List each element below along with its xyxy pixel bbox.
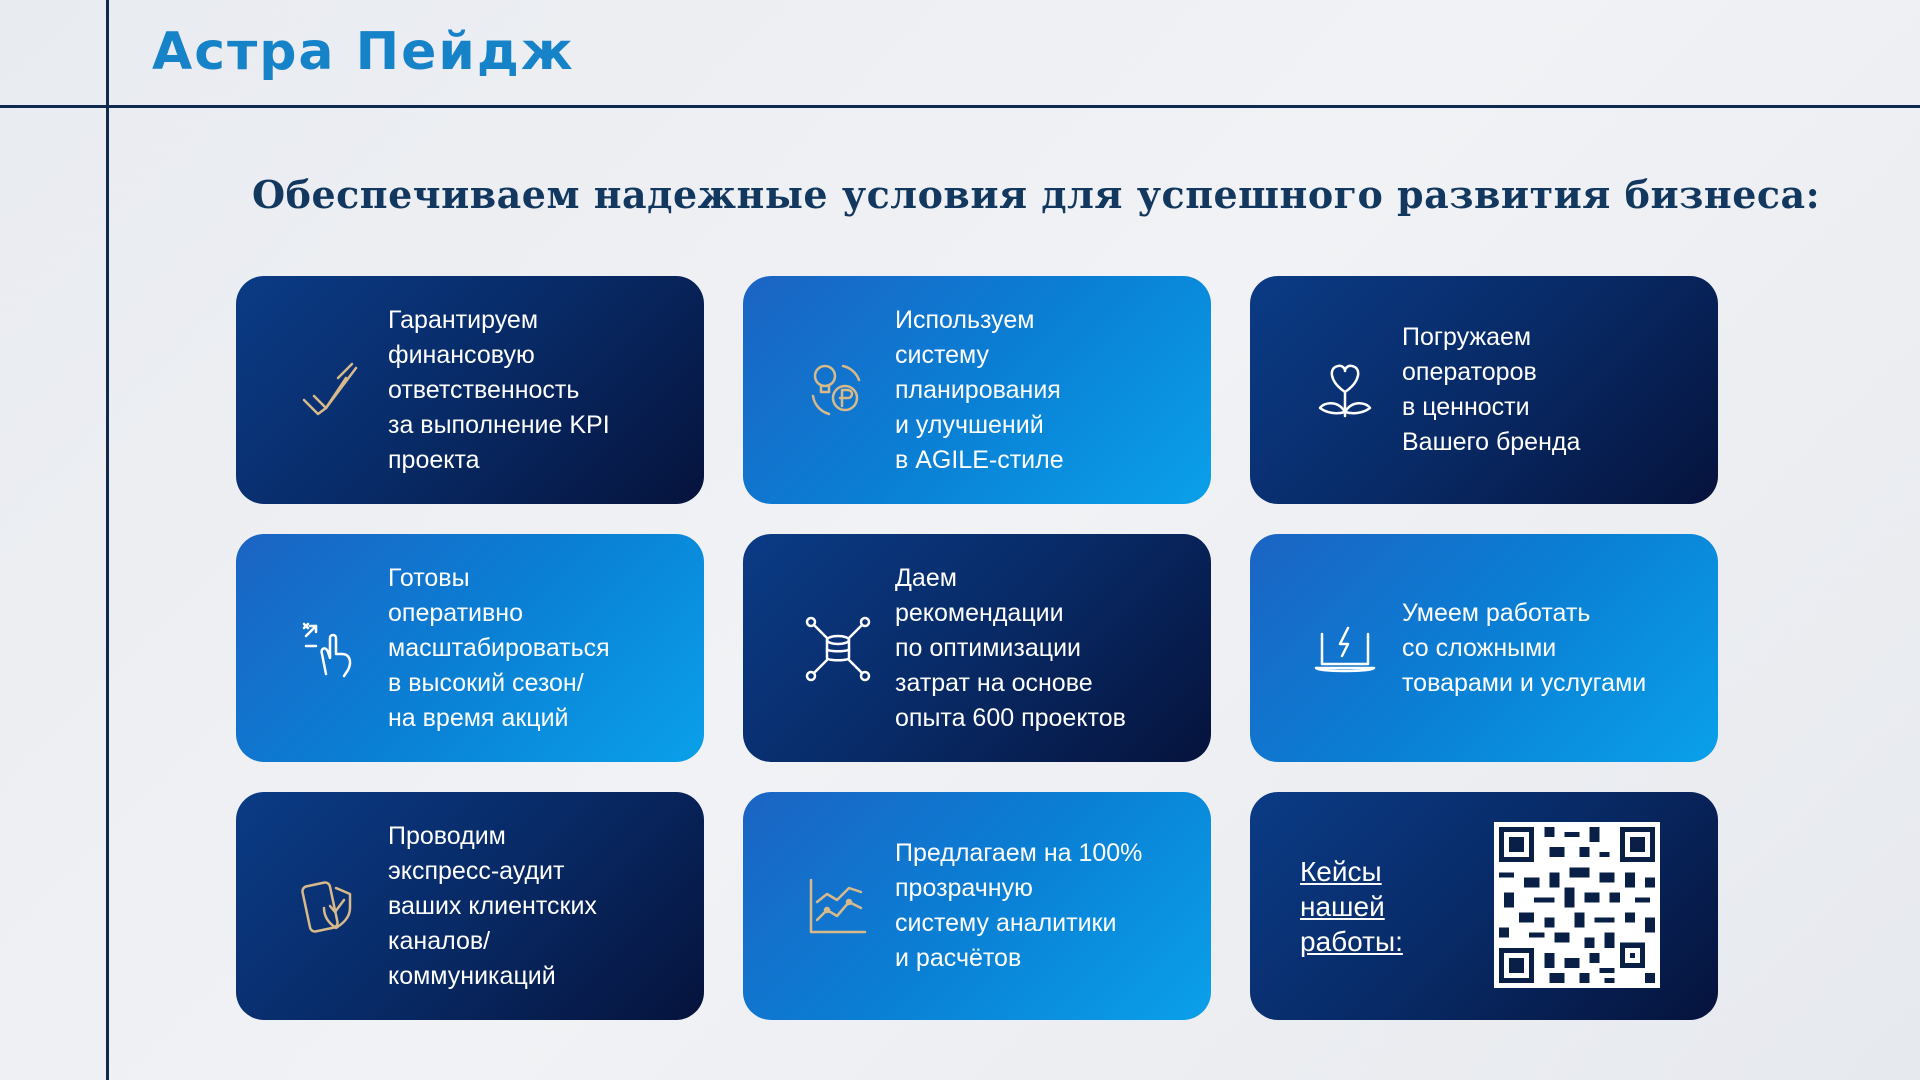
feature-card-brand xyxy=(1250,276,1718,504)
brand-logo-text: Астра Пейдж xyxy=(152,22,575,82)
left-vertical-divider xyxy=(106,0,109,1080)
feature-card-text: Умеем работать со сложными товарами и услугами xyxy=(1402,598,1647,697)
scale-gesture-icon xyxy=(296,614,366,684)
feature-card-agile xyxy=(743,276,1211,504)
feature-card-optimization xyxy=(743,534,1211,762)
feature-card-complex-goods xyxy=(1250,534,1718,762)
cases-card xyxy=(1250,792,1718,1020)
feature-card-analytics xyxy=(743,792,1211,1020)
heart-flower-icon xyxy=(1310,356,1380,426)
line-chart-icon xyxy=(803,872,873,942)
feature-card-text: Предлагаем на 100% прозрачную систему аналитики и расчётов xyxy=(895,839,1143,972)
page-title: Обеспечиваем надежные условия для успешного развития бизнеса: xyxy=(252,172,1821,217)
database-network-icon xyxy=(803,614,873,684)
feature-card-text: Гарантируем финансовую ответственность за выполнение KPI проекта xyxy=(388,305,610,474)
feature-card-text: Готовы оперативно масштабироваться в высокий сезон/ на время акций xyxy=(388,563,610,732)
corner-arc-decoration xyxy=(1780,105,1920,405)
feature-card-audit xyxy=(236,792,704,1020)
cases-link[interactable]: Кейсы нашей работы: xyxy=(1300,855,1403,957)
feature-card-text: Используем систему планирования и улучшений в AGILE-стиле xyxy=(895,305,1064,474)
laptop-lightning-icon xyxy=(1310,614,1380,684)
feature-card-text: Проводим экспресс-аудит ваших клиентских каналов/ коммуникаций xyxy=(388,821,597,990)
feature-card-scale xyxy=(236,534,704,762)
feature-card-kpi xyxy=(236,276,704,504)
handshake-icon xyxy=(296,356,366,426)
header-divider xyxy=(0,105,1800,108)
idea-money-cycle-icon xyxy=(803,356,873,426)
feature-card-text: Даем рекомендации по оптимизации затрат на основе опыта 600 проектов xyxy=(895,563,1126,732)
qr-code-icon[interactable] xyxy=(1494,822,1660,988)
feature-card-text: Погружаем операторов в ценности Вашего бренда xyxy=(1402,323,1581,456)
phone-shield-icon xyxy=(296,872,366,942)
